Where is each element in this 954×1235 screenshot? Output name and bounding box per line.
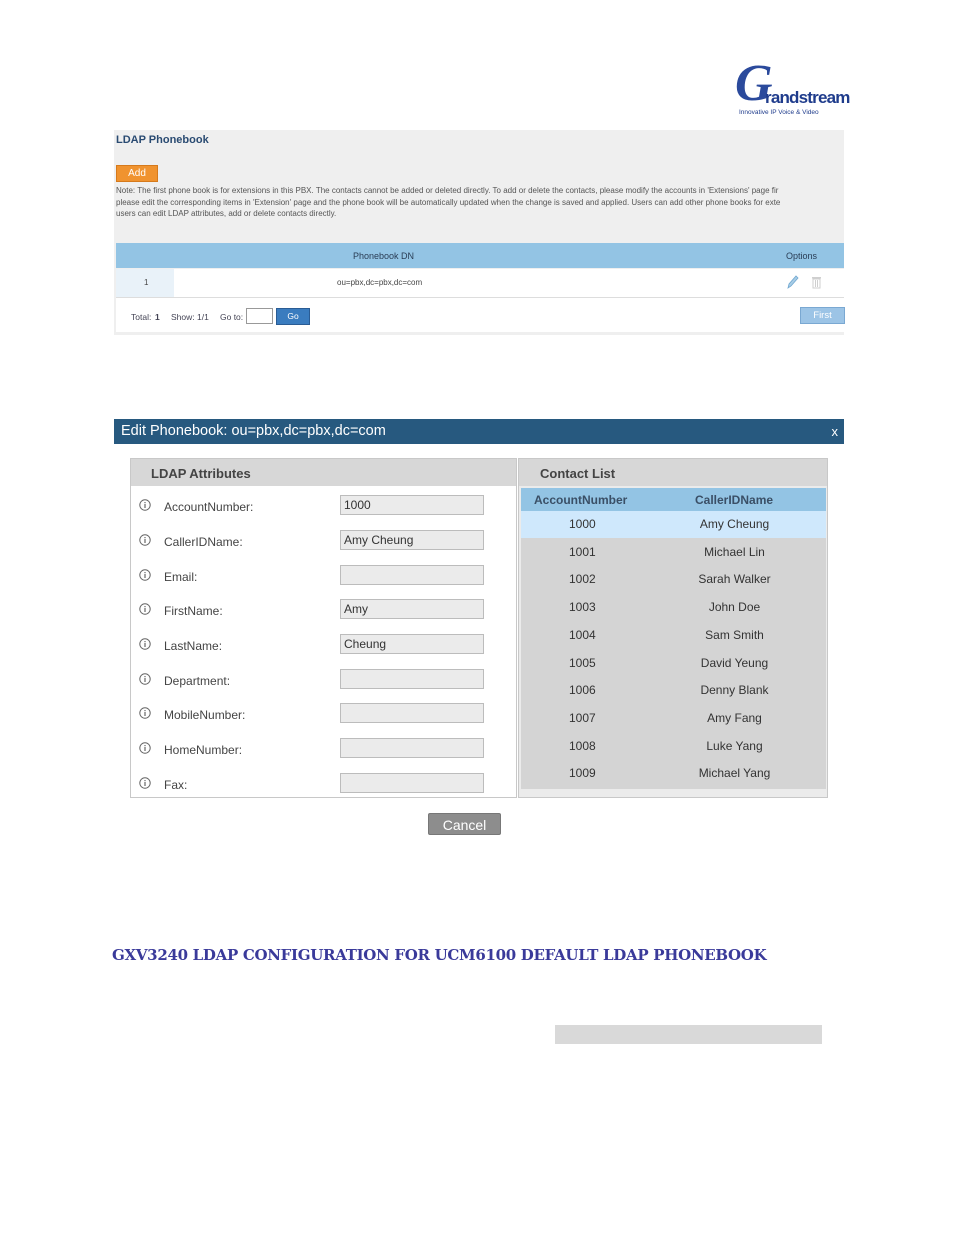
attribute-input[interactable] [340,565,484,585]
table-row[interactable] [521,622,826,649]
grandstream-logo [735,55,850,120]
attribute-row [131,669,516,703]
contacts-body [521,511,826,789]
contact-account-number: 1003 [569,600,596,615]
info-icon [139,603,151,615]
attribute-input[interactable] [340,703,484,723]
edit-dialog-titlebar [114,419,844,444]
info-icon [139,673,151,685]
cancel-button[interactable]: Cancel [428,813,501,835]
attribute-label: AccountNumber: [164,500,254,514]
attribute-label: Department: [164,674,231,688]
contact-account-number: 1005 [569,655,596,670]
contact-caller-id-name: Amy Cheung [699,517,770,531]
contact-caller-id-name: Sam Smith [705,627,764,642]
attribute-input[interactable] [340,738,484,758]
contact-caller-id-name: David Yeung [700,655,769,670]
info-icon [139,569,151,581]
info-icon [139,499,151,511]
contact-list-panel [518,458,828,798]
attribute-row [131,634,516,668]
close-icon[interactable]: x [831,424,838,439]
table-row [116,269,844,298]
attribute-row [131,773,516,807]
panel-title: LDAP Phonebook [116,134,209,146]
trash-icon[interactable] [811,275,822,289]
attribute-input[interactable] [340,773,484,793]
table-row[interactable] [521,539,826,566]
attribute-label: Fax: [164,778,188,792]
table-row[interactable] [521,650,826,677]
table-row[interactable] [521,760,826,787]
attribute-input[interactable]: Cheung [340,634,484,654]
attribute-input[interactable]: Amy Cheung [340,530,484,550]
contacts-column-header [521,488,826,511]
column-caller-id-name: CallerIDName [695,493,774,507]
attribute-input[interactable]: Amy [340,599,484,619]
attribute-row [131,703,516,737]
table-row[interactable] [521,511,826,538]
pagination-bar [116,298,844,332]
column-account-number: AccountNumber [534,493,628,507]
attribute-row [131,599,516,633]
info-icon [139,742,151,754]
contact-account-number: 1006 [569,683,596,698]
attributes-header-label: LDAP Attributes [151,466,251,481]
attribute-label: CallerIDName: [164,535,243,549]
contact-caller-id-name: John Doe [708,600,761,615]
attribute-label: LastName: [164,639,223,653]
first-page-button[interactable]: First [800,307,845,324]
attribute-row [131,565,516,599]
attribute-input[interactable]: 1000 [340,495,484,515]
contact-account-number: 1002 [569,572,596,587]
dialog-title: Edit Phonebook: ou=pbx,dc=pbx,dc=com [121,423,386,439]
attribute-row [131,495,516,529]
table-row[interactable] [521,566,826,593]
info-icon [139,777,151,789]
pencil-icon[interactable] [786,274,800,290]
info-icon [139,707,151,719]
total-label: Total: [131,312,152,322]
table-row[interactable] [521,594,826,621]
gray-highlight-bar [555,1025,822,1044]
contact-account-number: 1009 [569,766,596,781]
contact-caller-id-name: Luke Yang [706,738,763,753]
contact-account-number: 1000 [569,517,596,531]
contact-account-number: 1008 [569,738,596,753]
contact-account-number: 1001 [569,544,596,559]
contact-account-number: 1004 [569,627,596,642]
note-text: Note: The first phone book is for extensions in this PBX. The contacts cannot be added or deleted directly. To add or delete the contacts, please modify the accounts in 'Extensions' page fir please edit the corresponding items in 'Extension' page and the phone book will be automatically updated when the change is saved and applied. Users can add other phone books for exte users can edit LDAP attributes, add or delete contacts directly. [116,186,781,218]
total-value: 1 [155,312,160,322]
contact-caller-id-name: Amy Fang [707,710,762,725]
attribute-input[interactable] [340,669,484,689]
contacts-scroll-footer[interactable] [521,789,826,797]
info-icon [139,638,151,650]
table-row[interactable] [521,733,826,760]
attribute-row [131,738,516,772]
add-button[interactable]: Add [116,165,158,182]
go-button[interactable]: Go [276,308,310,325]
contact-caller-id-name: Sarah Walker [698,572,771,587]
logo-g-mark: G [735,55,773,112]
contact-caller-id-name: Denny Blank [700,683,769,698]
show-label: Show: 1/1 [171,312,209,322]
attributes-header [131,459,516,486]
phonebook-table-header [116,243,844,268]
info-icon [139,534,151,546]
logo-tagline: Innovative IP Voice & Video [739,109,819,116]
contact-caller-id-name: Michael Yang [698,766,771,781]
ldap-phonebook-panel [114,130,844,335]
attribute-row [131,530,516,564]
ldap-attributes-panel [130,458,517,798]
row-index: 1 [144,278,149,287]
goto-page-input[interactable] [246,308,273,324]
contacts-header-label: Contact List [540,466,616,481]
column-options: Options [786,251,818,261]
contact-account-number: 1007 [569,710,596,725]
contacts-header [519,459,827,486]
table-row[interactable] [521,705,826,732]
row-dn: ou=pbx,dc=pbx,dc=com [337,278,423,287]
attribute-label: MobileNumber: [164,708,246,722]
contact-caller-id-name: Michael Lin [704,544,765,559]
attribute-label: FirstName: [164,604,223,618]
table-row[interactable] [521,677,826,704]
attribute-label: HomeNumber: [164,743,243,757]
goto-label: Go to: [220,312,244,322]
column-phonebook-dn: Phonebook DN [353,251,415,261]
section-heading: GXV3240 LDAP CONFIGURATION FOR UCM6100 DEFAULT LDAP PHONEBOOK [112,946,767,964]
attribute-label: Email: [164,570,198,584]
logo-wordmark: randstream [765,88,850,107]
